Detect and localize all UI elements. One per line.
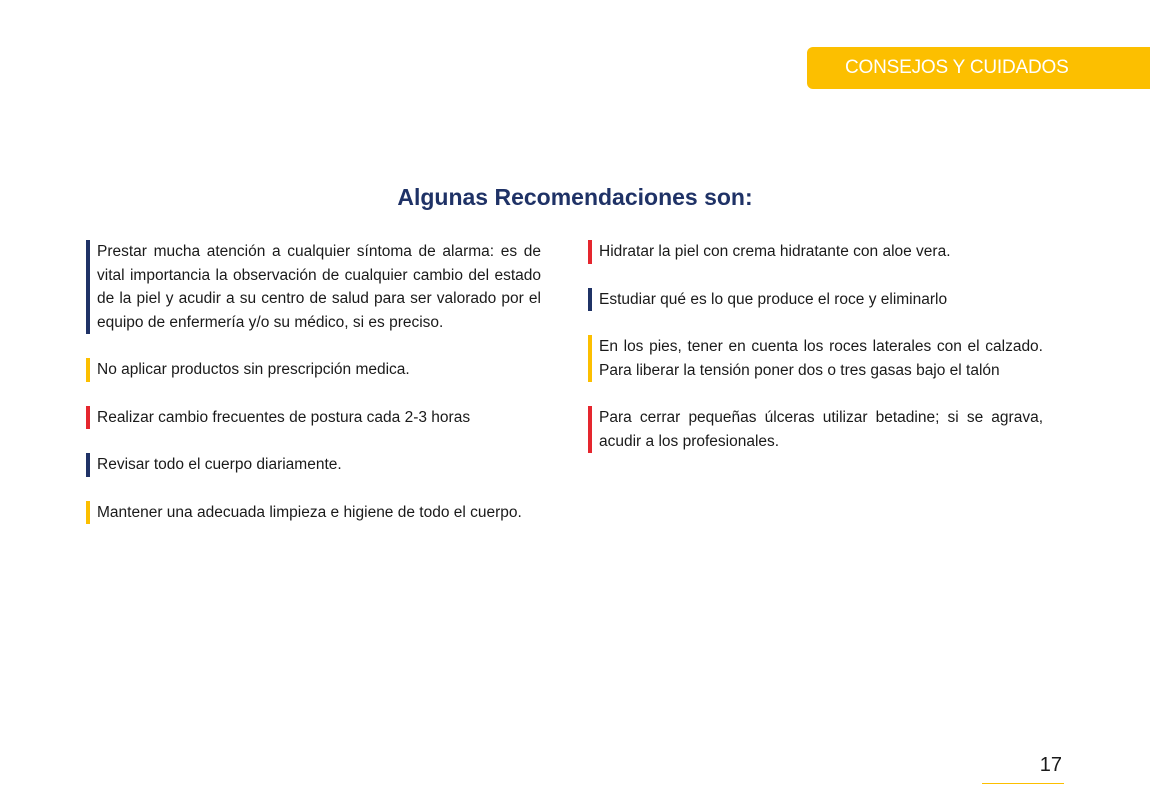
recommendations-left-column: [86, 240, 541, 548]
recommendation-item: En los pies, tener en cuenta los roces laterales con el calzado. Para liberar la tensión poner dos o tres gasas bajo el talón: [588, 335, 1043, 382]
recommendation-item: Mantener una adecuada limpieza e higiene de todo el cuerpo.: [86, 501, 541, 525]
page-title: Algunas Recomendaciones son:: [397, 184, 753, 210]
page-number: 17: [1039, 754, 1062, 776]
recommendations-right-column: [588, 240, 1043, 477]
recommendation-item: Revisar todo el cuerpo diariamente.: [86, 453, 541, 477]
recommendation-item: Realizar cambio frecuentes de postura cada 2-3 horas: [86, 406, 541, 430]
recommendation-item: Prestar mucha atención a cualquier síntoma de alarma: es de vital importancia la observación de cualquier cambio del estado de la piel y acudir a su centro de salud para ser valorado por el equipo de enfermería y/o su médico, si es preciso.: [86, 240, 541, 334]
recommendation-item: No aplicar productos sin prescripción medica.: [86, 358, 541, 382]
recommendation-item: Para cerrar pequeñas úlceras utilizar betadine; si se agrava, acudir a los profesionales.: [588, 406, 1043, 453]
section-tab: [807, 47, 1150, 89]
page-number-underline: [982, 783, 1064, 784]
section-label: CONSEJOS Y CUIDADOS: [845, 57, 1069, 78]
recommendation-item: Estudiar qué es lo que produce el roce y eliminarlo: [588, 288, 1043, 312]
recommendation-item: Hidratar la piel con crema hidratante con aloe vera.: [588, 240, 1043, 264]
